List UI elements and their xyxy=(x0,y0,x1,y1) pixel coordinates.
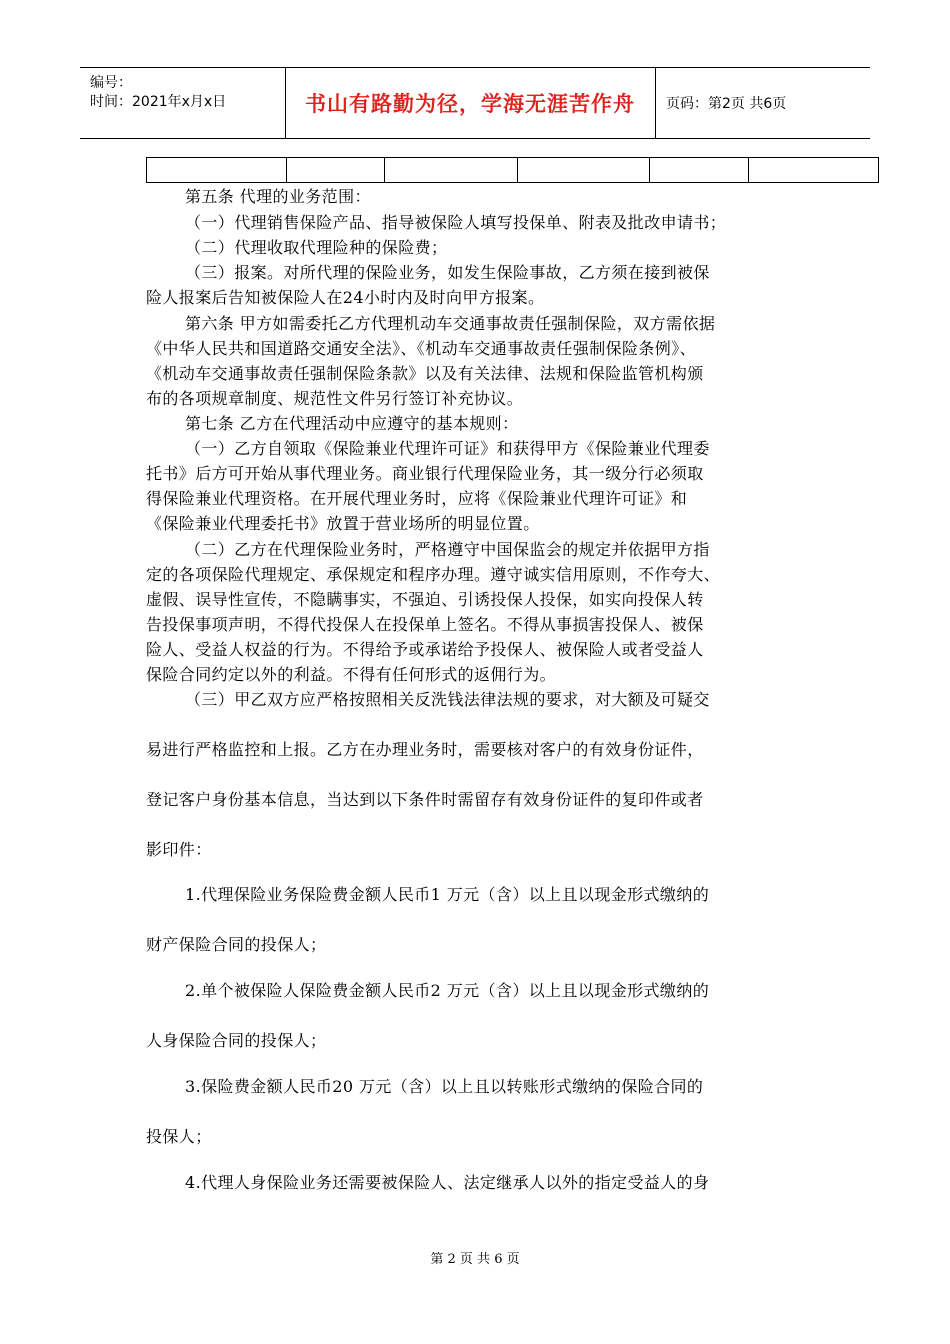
table-cell-border xyxy=(748,158,749,182)
table-cell-border xyxy=(286,158,287,182)
text-line: 《机动车交通事故责任强制保险条款》以及有关法律、法规和保险监管机构颁 xyxy=(146,364,704,383)
text-line: （三）甲乙双方应严格按照相关反洗钱法律法规的要求，对大额及可疑交 xyxy=(185,690,710,709)
text-line: 虚假、误导性宣传，不隐瞒事实，不强迫、引诱投保人投保，如实向投保人转 xyxy=(146,590,704,609)
text-line: （二）乙方在代理保险业务时，严格遵守中国保监会的规定并依据甲方指 xyxy=(185,540,710,559)
text-line: 2.单个被保险人保险费金额人民币2 万元（含）以上且以现金形式缴纳的 xyxy=(185,981,710,1000)
header-meta xyxy=(90,74,226,112)
table-cell-border xyxy=(384,158,385,182)
text-line: 得保险兼业代理资格。在开展代理业务时，应将《保险兼业代理许可证》和 xyxy=(146,489,688,508)
text-line: 定的各项保险代理规定、承保规定和程序办理。遵守诚实信用原则，不作夸大、 xyxy=(146,565,721,584)
text-line: 托书》后方可开始从事代理业务。商业银行代理保险业务，其一级分行必须取 xyxy=(146,464,704,483)
text-line: 投保人； xyxy=(146,1127,212,1146)
header-divider xyxy=(655,68,656,138)
text-line: 3.保险费金额人民币20 万元（含）以上且以转账形式缴纳的保险合同的 xyxy=(185,1077,704,1096)
text-line: 险人、受益人权益的行为。不得给予或承诺给予投保人、被保险人或者受益人 xyxy=(146,640,704,659)
text-line: 《保险兼业代理委托书》放置于营业场所的明显位置。 xyxy=(146,514,540,533)
text-line: 保险合同约定以外的利益。不得有任何形式的返佣行为。 xyxy=(146,665,557,684)
page-label: 页码：第2页 共6页 xyxy=(666,96,787,112)
text-line: 登记客户身份基本信息，当达到以下条件时需留存有效身份证件的复印件或者 xyxy=(146,790,704,809)
time-label: 时间：2021年x月x日 xyxy=(90,94,227,110)
number-label: 编号： xyxy=(90,75,132,91)
text-line: 告投保事项声明，不得代投保人在投保单上签名。不得从事损害投保人、被保 xyxy=(146,615,704,634)
text-line: 第五条 代理的业务范围： xyxy=(185,187,371,206)
text-line: 第六条 甲方如需委托乙方代理机动车交通事故责任强制保险，双方需依据 xyxy=(185,314,716,333)
text-line: （一）乙方自领取《保险兼业代理许可证》和获得甲方《保险兼业代理委 xyxy=(185,439,710,458)
text-line: 险人报案后告知被保险人在24小时内及时向甲方报案。 xyxy=(146,288,545,307)
text-line: 《中华人民共和国道路交通安全法》、《机动车交通事故责任强制保险条例》、 xyxy=(146,339,697,358)
text-line: 财产保险合同的投保人； xyxy=(146,935,327,954)
empty-table-row xyxy=(146,157,879,183)
page-footer: 第 2 页 共 6 页 xyxy=(430,1252,520,1267)
text-line: 第七条 乙方在代理活动中应遵守的基本规则： xyxy=(185,414,519,433)
text-line: （二）代理收取代理险种的保险费； xyxy=(185,238,448,257)
text-line: （三）报案。对所代理的保险业务，如发生保险事故，乙方须在接到被保 xyxy=(185,263,710,282)
text-line: 4.代理人身保险业务还需要被保险人、法定继承人以外的指定受益人的身 xyxy=(185,1173,710,1192)
header-motto: 书山有路勤为径，学海无涯苦作舟 xyxy=(305,92,635,116)
text-line: 易进行严格监控和上报。乙方在办理业务时，需要核对客户的有效身份证件， xyxy=(146,740,704,759)
text-line: （一）代理销售保险产品、指导被保险人填写投保单、附表及批改申请书； xyxy=(185,213,727,232)
text-line: 1.代理保险业务保险费金额人民币1 万元（含）以上且以现金形式缴纳的 xyxy=(185,885,710,904)
text-line: 影印件： xyxy=(146,840,212,859)
text-line: 人身保险合同的投保人； xyxy=(146,1031,327,1050)
text-line: 布的各项规章制度、规范性文件另行签订补充协议。 xyxy=(146,389,524,408)
table-cell-border xyxy=(517,158,518,182)
page-header xyxy=(80,67,870,139)
table-cell-border xyxy=(649,158,650,182)
